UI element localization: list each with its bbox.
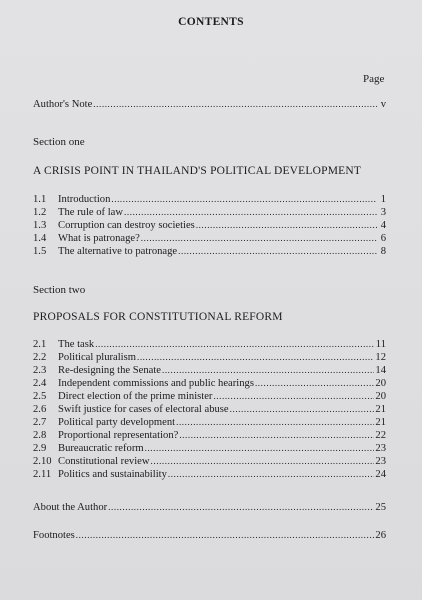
leader-dots [151, 455, 375, 468]
toc-entry-authors-note[interactable] [33, 98, 386, 111]
toc-entry-page: 11 [375, 339, 386, 350]
page-title: CONTENTS [178, 16, 244, 28]
toc-entry-number: 2.4 [33, 378, 47, 389]
toc-entry-number: 2.8 [33, 430, 47, 441]
leader-dots [179, 429, 374, 442]
leader-dots [124, 206, 377, 219]
toc-entry-text: Politics and sustainability [58, 469, 167, 480]
toc-entry[interactable] [33, 403, 386, 416]
toc-entry-page: 12 [375, 352, 386, 363]
leader-dots [213, 390, 374, 403]
toc-entry-text: Footnotes [33, 530, 75, 541]
toc-entry[interactable] [33, 245, 386, 258]
toc-entry-page: 23 [375, 456, 386, 467]
toc-entry-page: 4 [380, 220, 386, 231]
leader-dots [196, 219, 377, 232]
toc-entry-number: 2.10 [33, 456, 52, 467]
toc-entry-page: 26 [375, 530, 386, 541]
toc-entry-text: About the Author [33, 502, 108, 513]
toc-entry[interactable] [33, 429, 386, 442]
toc-entry-page: 22 [375, 430, 386, 441]
toc-entry-page: 21 [375, 417, 386, 428]
toc-entry-text: Proportional representation? [58, 430, 179, 441]
toc-entry-number: 1.5 [33, 246, 47, 257]
leader-dots [178, 245, 377, 258]
toc-entry-text: The task [58, 339, 95, 350]
toc-entry-page: 14 [375, 365, 386, 376]
toc-entry-text: Re-designing the Senate [58, 365, 161, 376]
leader-dots [230, 403, 375, 416]
leader-dots [95, 338, 375, 351]
toc-entry-text: Author's Note [33, 99, 93, 110]
toc-entry-number: 1.3 [33, 220, 47, 231]
toc-entry[interactable] [33, 206, 386, 219]
toc-entry[interactable] [33, 351, 386, 364]
toc-entry-text: What is patronage? [58, 233, 140, 244]
toc-entry-page: 8 [380, 246, 386, 257]
toc-entry-text: Constitutional review [58, 456, 150, 467]
toc-entry[interactable] [33, 364, 386, 377]
toc-entry[interactable] [33, 455, 386, 468]
toc-entry-text: Direct election of the prime minister [58, 391, 213, 402]
section-one-label: Section one [33, 136, 85, 148]
toc-entry[interactable] [33, 442, 386, 455]
toc-entry-page: 6 [380, 233, 386, 244]
toc-entry-text: Independent commissions and public hearings [58, 378, 254, 389]
toc-entry-number: 2.11 [33, 469, 52, 480]
toc-entry-number: 2.2 [33, 352, 47, 363]
leader-dots [168, 468, 375, 481]
toc-entry[interactable] [33, 390, 386, 403]
toc-entry-number: 2.3 [33, 365, 47, 376]
toc-entry-page: 3 [380, 207, 386, 218]
toc-entry-number: 2.6 [33, 404, 47, 415]
toc-entry-text: Swift justice for cases of electoral abuse [58, 404, 229, 415]
toc-entry-number: 2.7 [33, 417, 47, 428]
toc-entry-text: Bureaucratic reform [58, 443, 144, 454]
page-column-label: Page [363, 73, 385, 85]
leader-dots [76, 529, 375, 542]
toc-entry-page: 20 [375, 378, 386, 389]
toc-entry-number: 2.1 [33, 339, 47, 350]
section-one-heading: A CRISIS POINT IN THAILAND'S POLITICAL DEVELOPMENT [33, 165, 362, 177]
toc-entry[interactable] [33, 377, 386, 390]
leader-dots [108, 501, 374, 514]
toc-entry[interactable] [33, 416, 386, 429]
toc-entry[interactable] [33, 338, 386, 351]
section-two-label: Section two [33, 284, 86, 296]
toc-entry-page: 25 [375, 502, 386, 513]
toc-entry-text: The alternative to patronage [58, 246, 178, 257]
toc-entry-number: 1.1 [33, 194, 47, 205]
toc-entry-page: 21 [375, 404, 386, 415]
toc-entry-number: 1.2 [33, 207, 47, 218]
toc-entry-page: 1 [380, 194, 386, 205]
toc-entry[interactable] [33, 193, 386, 206]
toc-entry-text: Corruption can destroy societies [58, 220, 195, 231]
toc-entry-page: v [380, 99, 386, 110]
leader-dots [137, 351, 374, 364]
leader-dots [255, 377, 374, 390]
leader-dots [141, 232, 377, 245]
leader-dots [145, 442, 375, 455]
toc-entry-number: 1.4 [33, 233, 47, 244]
toc-entry-number: 2.5 [33, 391, 47, 402]
toc-entry-page: 24 [375, 469, 386, 480]
toc-entry-text: Introduction [58, 194, 111, 205]
toc-entry[interactable] [33, 232, 386, 245]
leader-dots [176, 416, 374, 429]
leader-dots [93, 98, 377, 111]
toc-entry-page: 20 [375, 391, 386, 402]
section-two-heading: PROPOSALS FOR CONSTITUTIONAL REFORM [33, 311, 283, 323]
leader-dots [162, 364, 374, 377]
toc-entry-text: Political pluralism [58, 352, 136, 363]
toc-entry-text: The rule of law [58, 207, 124, 218]
toc-entry[interactable] [33, 219, 386, 232]
toc-entry-text: Political party development [58, 417, 176, 428]
toc-entry-page: 23 [375, 443, 386, 454]
toc-entry-about-author[interactable] [33, 501, 386, 514]
toc-entry[interactable] [33, 468, 386, 481]
toc-entry-number: 2.9 [33, 443, 47, 454]
toc-entry-footnotes[interactable] [33, 529, 386, 542]
leader-dots [111, 193, 377, 206]
